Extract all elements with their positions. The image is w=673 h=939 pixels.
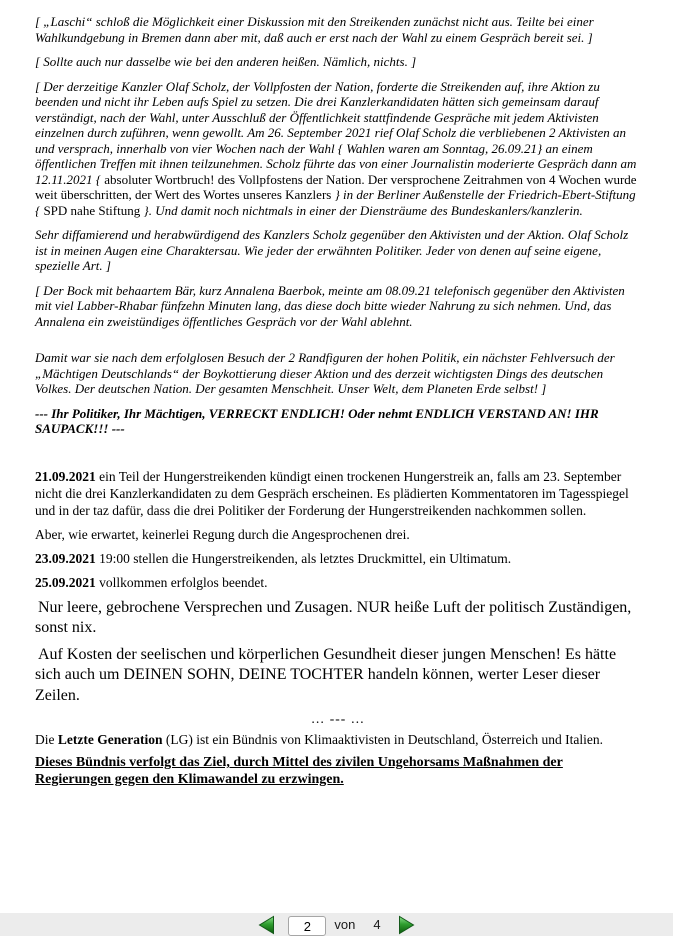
paragraph-laschi: [ „Laschi“ schloß die Möglichkeit einer Diskussion mit den Streikenden zunächst nicht aus. Teilte bei einer Wahlkundgebung in Bremen dann aber mit, daß auch er erst nach der Wahl zu einem Gespräch bereit sei. ] — [35, 14, 594, 45]
previous-page-button[interactable] — [257, 915, 276, 935]
paragraph-letzte-generation — [35, 731, 641, 748]
paragraph-versprechen: Nur leere, gebrochene Versprechen und Zusagen. NUR heiße Luft der politisch Zuständigen, sonst nix. — [35, 598, 632, 636]
run-italic: [ Der derzeitige Kanzler Olaf Scholz, der Vollpfosten der Nation, forderte die Streikenden auf, ihre Aktion zu beenden und nicht ihr Leben aufs Spiel zu setzen. Die drei Kanzlerkandidaten hätten sich gemeinsam darauf verständigt, nach der Wahl, unter Ausschluß der Öffentlichkeit stattfindende Gespräche mit jedem Aktivisten einzelnen durch zuführen, wenn gewollt. Am 26. September 2021 rief Olaf Scholz die verbliebenen 2 Aktivisten an und versprach, innerhalb von vier Wochen nach der Wahl { Wahlen waren am Sonntag, 26.09.21} an einem öffentlichen Treffen mit ihnen teilzunehmen. Scholz führte das von einer Journalistin moderierte Gespräch dann am 12.11.2021 { — [35, 78, 637, 187]
paragraph-2309 — [35, 550, 641, 567]
date-text: vollkommen erfolglos beendet. — [95, 574, 268, 590]
run-comment: SPD nahe Stiftung — [43, 202, 141, 218]
paragraph-ziel: Dieses Bündnis verfolgt das Ziel, durch Mittel des zivilen Ungehorsams Maßnahmen der Regierungen gegen den Klimawandel zu erzwingen. — [35, 755, 563, 787]
date-label: 25.09.2021 — [35, 574, 96, 590]
paragraph-sollte: [ Sollte auch nur dasselbe wie bei den anderen heißen. Nämlich, nichts. ] — [35, 54, 417, 69]
pagination-bar — [0, 913, 673, 936]
run-normal: (LG) ist ein Bündnis von Klimaaktivisten in Deutschland, Österreich und Italien. — [162, 732, 604, 747]
run-comment: absoluter Wortbruch! des Vollpfostens der Nation. Der versprochene Zeitrahmen von 4 Wochen wurde weit überschritten, der Wert des Wortes unseres Kanzlers — [35, 171, 637, 202]
page-number-input[interactable] — [288, 916, 326, 936]
run-italic: } in der Berliner Außenstelle der Friedrich-Ebert-Stiftung { — [35, 187, 636, 218]
paragraph-2109 — [35, 468, 641, 519]
total-pages-label: 4 — [373, 917, 381, 932]
date-label: 21.09.2021 — [35, 468, 96, 484]
paragraph-baerbock: [ Der Bock mit behaartem Bär, kurz Annalena Baerbok, meinte am 08.09.21 telefonisch gegenüber den Aktivisten mit viel Labber-Rhabar fünfzehn Minuten lang, das diese doch bitte wieder Nahrung zu sich nehmen. Und, das Annalena ein zweistündiges öffentliches Gespräch vor der Wahl ablehnt. — [35, 282, 625, 329]
run-italic: }. Und damit noch nichtmals in einer der Diensträume des Bundeskanlers/kanzlerin. — [140, 202, 583, 218]
next-page-button[interactable] — [397, 915, 416, 935]
paragraph-fehlversuch: Damit war sie nach dem erfolglosen Besuch der 2 Randfiguren der hohen Politik, ein nächster Fehlversuch der „Mächtigen Deutschlands“ der Boykottierung dieser Aktion und des derzeit wichtigsten Dings des deutschen Volkes. Der deutschen Nation. Der gesamten Menschheit. Unser Welt, dem Planeten Erde selbst! ] — [35, 350, 615, 396]
run-bold: Letzte Generation — [57, 732, 163, 747]
paragraph-kosten: Auf Kosten der seelischen und körperlichen Gesundheit dieser jungen Menschen! Es hätte sich auch um DEINEN SOHN, DEINE TOCHTER handeln können, werter Leser dieser Zeilen. — [35, 645, 617, 704]
paragraph-diffamierend: Sehr diffamierend und herabwürdigend des Kanzlers Scholz gegenüber den Aktivisten und der Aktion. Olaf Scholz ist in meinen Augen eine Charaktersau. Wie jeder der erwähnten Politiker. Jeder von denen auf seine eigene, spezielle Art. ] — [35, 227, 629, 273]
section-separator: … --- … — [310, 711, 366, 726]
paragraph-aber: Aber, wie erwartet, keinerlei Regung durch die Angesprochenen drei. — [35, 526, 410, 542]
left-arrow-icon — [257, 915, 276, 935]
paragraph-2509 — [35, 574, 641, 591]
run-normal: Die — [35, 732, 58, 747]
right-arrow-icon — [397, 915, 416, 935]
paragraph-appell: --- Ihr Politiker, Ihr Mächtigen, VERRECKT ENDLICH! Oder nehmt ENDLICH VERSTAND AN! IHR SAUPACK!!! --- — [35, 405, 599, 436]
date-text: 19:00 stellen die Hungerstreikenden, als letztes Druckmittel, ein Ultimatum. — [95, 550, 512, 566]
paragraph-scholz — [35, 79, 641, 219]
page-of-label: von — [334, 917, 356, 932]
date-text: ein Teil der Hungerstreikenden kündigt einen trockenen Hungerstreik an, falls am 23. September nicht die drei Kanzlerkandidaten zu dem Gespräch erscheinen. Es plädierten Kommentatoren im Tagesspiegel und in der taz dafür, dass die drei Politiker der Forderung der Hungerstreikenden nachkommen sollen. — [35, 468, 629, 518]
date-label: 23.09.2021 — [35, 550, 96, 566]
